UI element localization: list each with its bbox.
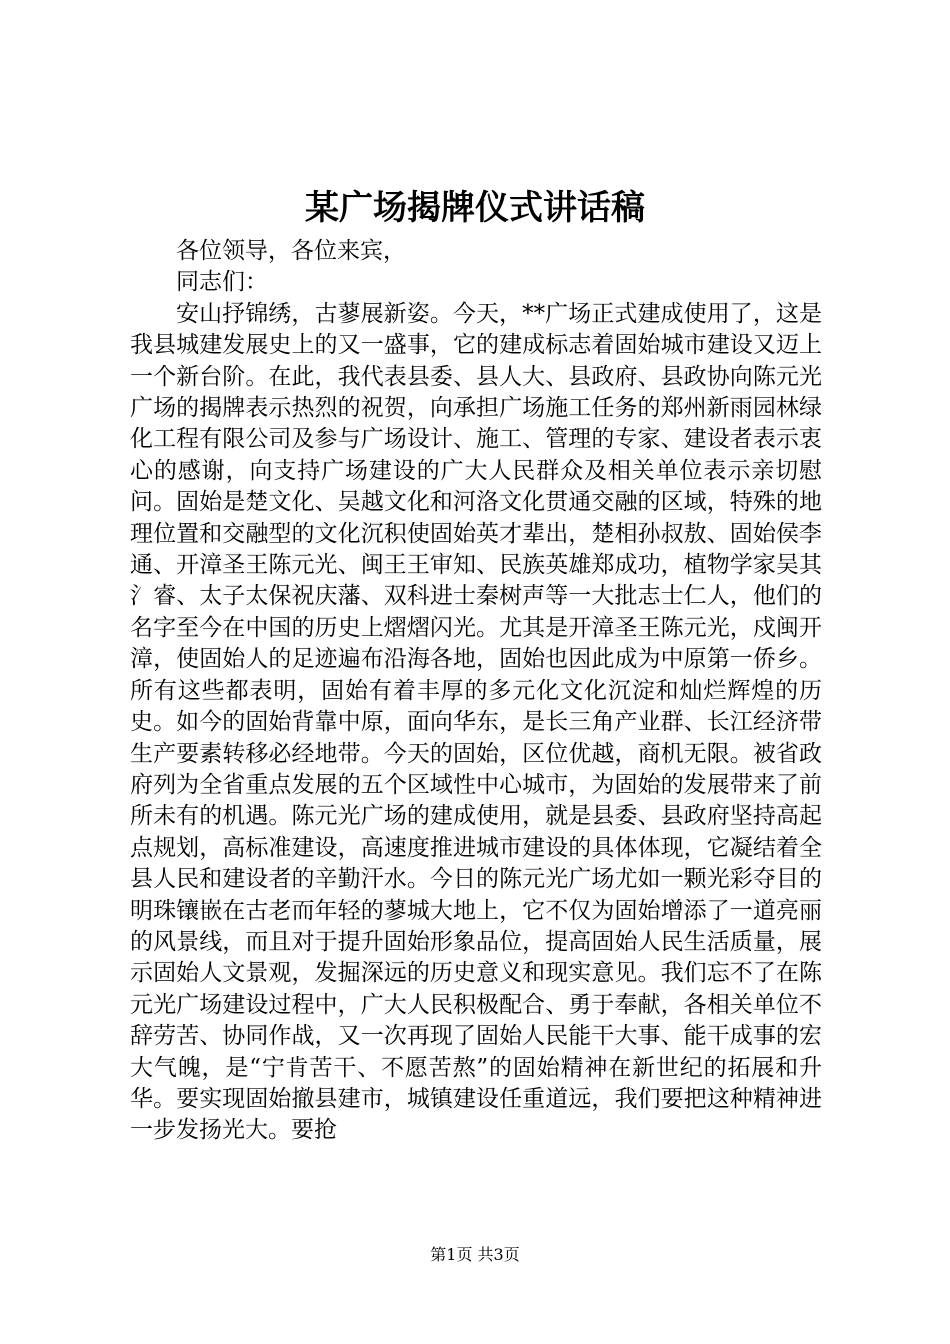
page-footer: 第1页 共3页 [430, 1245, 520, 1264]
body-paragraph: 安山抒锦绣，古蓼展新姿。今天，**广场正式建成使用了，这是我县城建发展史上的又一盛事，它的建成标志着固始城市建设又迈上一个新台阶。在此，我代表县委、县人大、县政府、县政协向陈元光广场的揭牌表示热烈的祝贺，向承担广场施工任务的郑州新雨园林绿化工程有限公司及参与广场设计、施工、管理的专家、建设者表示衷心的感谢，向支持广场建设的广大人民群众及相关单位表示亲切慰问。固始是楚文化、吴越文化和河洛文化贯通交融的区域，特殊的地理位置和交融型的文化沉积使固始英才辈出，楚相孙叔敖、固始侯李通、开漳圣王陈元光、闽王王审知、民族英雄郑成功，植物学家吴其氵睿、太子太保祝庆藩、双科进士秦树声等一大批志士仁人，他们的名字至今在中国的历史上熠熠闪光。尤其是开漳圣王陈元光，戍闽开漳，使固始人的足迹遍布沿海各地，固始也因此成为中原第一侨乡。所有这些都表明，固始有着丰厚的多元化文化沉淀和灿烂辉煌的历史。如今的固始背靠中原，面向华东，是长三角产业群、长江经济带生产要素转移必经地带。今天的固始，区位优越，商机无限。被省政府列为全省重点发展的五个区域性中心城市，为固始的发展带来了前所未有的机遇。陈元光广场的建成使用，就是县委、县政府坚持高起点规划，高标准建设，高速度推进城市建设的具体体现，它凝结着全县人民和建设者的辛勤汗水。今日的陈元光广场尤如一颗光彩夺目的明珠镶嵌在古老而年轻的蓼城大地上，它不仅为固始增添了一道亮丽的风景线，而且对于提升固始形象品位，提高固始人民生活质量，展示固始人文景观，发掘深远的历史意义和现实意见。我们忘不了在陈元光广场建设过程中，广大人民积极配合、勇于奉献，各相关单位不辞劳苦、协同作战，又一次再现了固始人民能干大事、能干成事的宏大气魄，是“宁肯苦干、不愿苦熬”的固始精神在新世纪的拓展和升华。要实现固始撤县建市，城镇建设任重道远，我们要把这种精神进一步发扬光大。要抢 [130, 300, 822, 1144]
salutation-line-1: 各位领导，各位来宾， [176, 238, 406, 264]
salutation-line-2: 同志们： [176, 269, 268, 296]
document-body [130, 236, 822, 1147]
document-title: 某广场揭牌仪式讲话稿 [305, 188, 645, 228]
